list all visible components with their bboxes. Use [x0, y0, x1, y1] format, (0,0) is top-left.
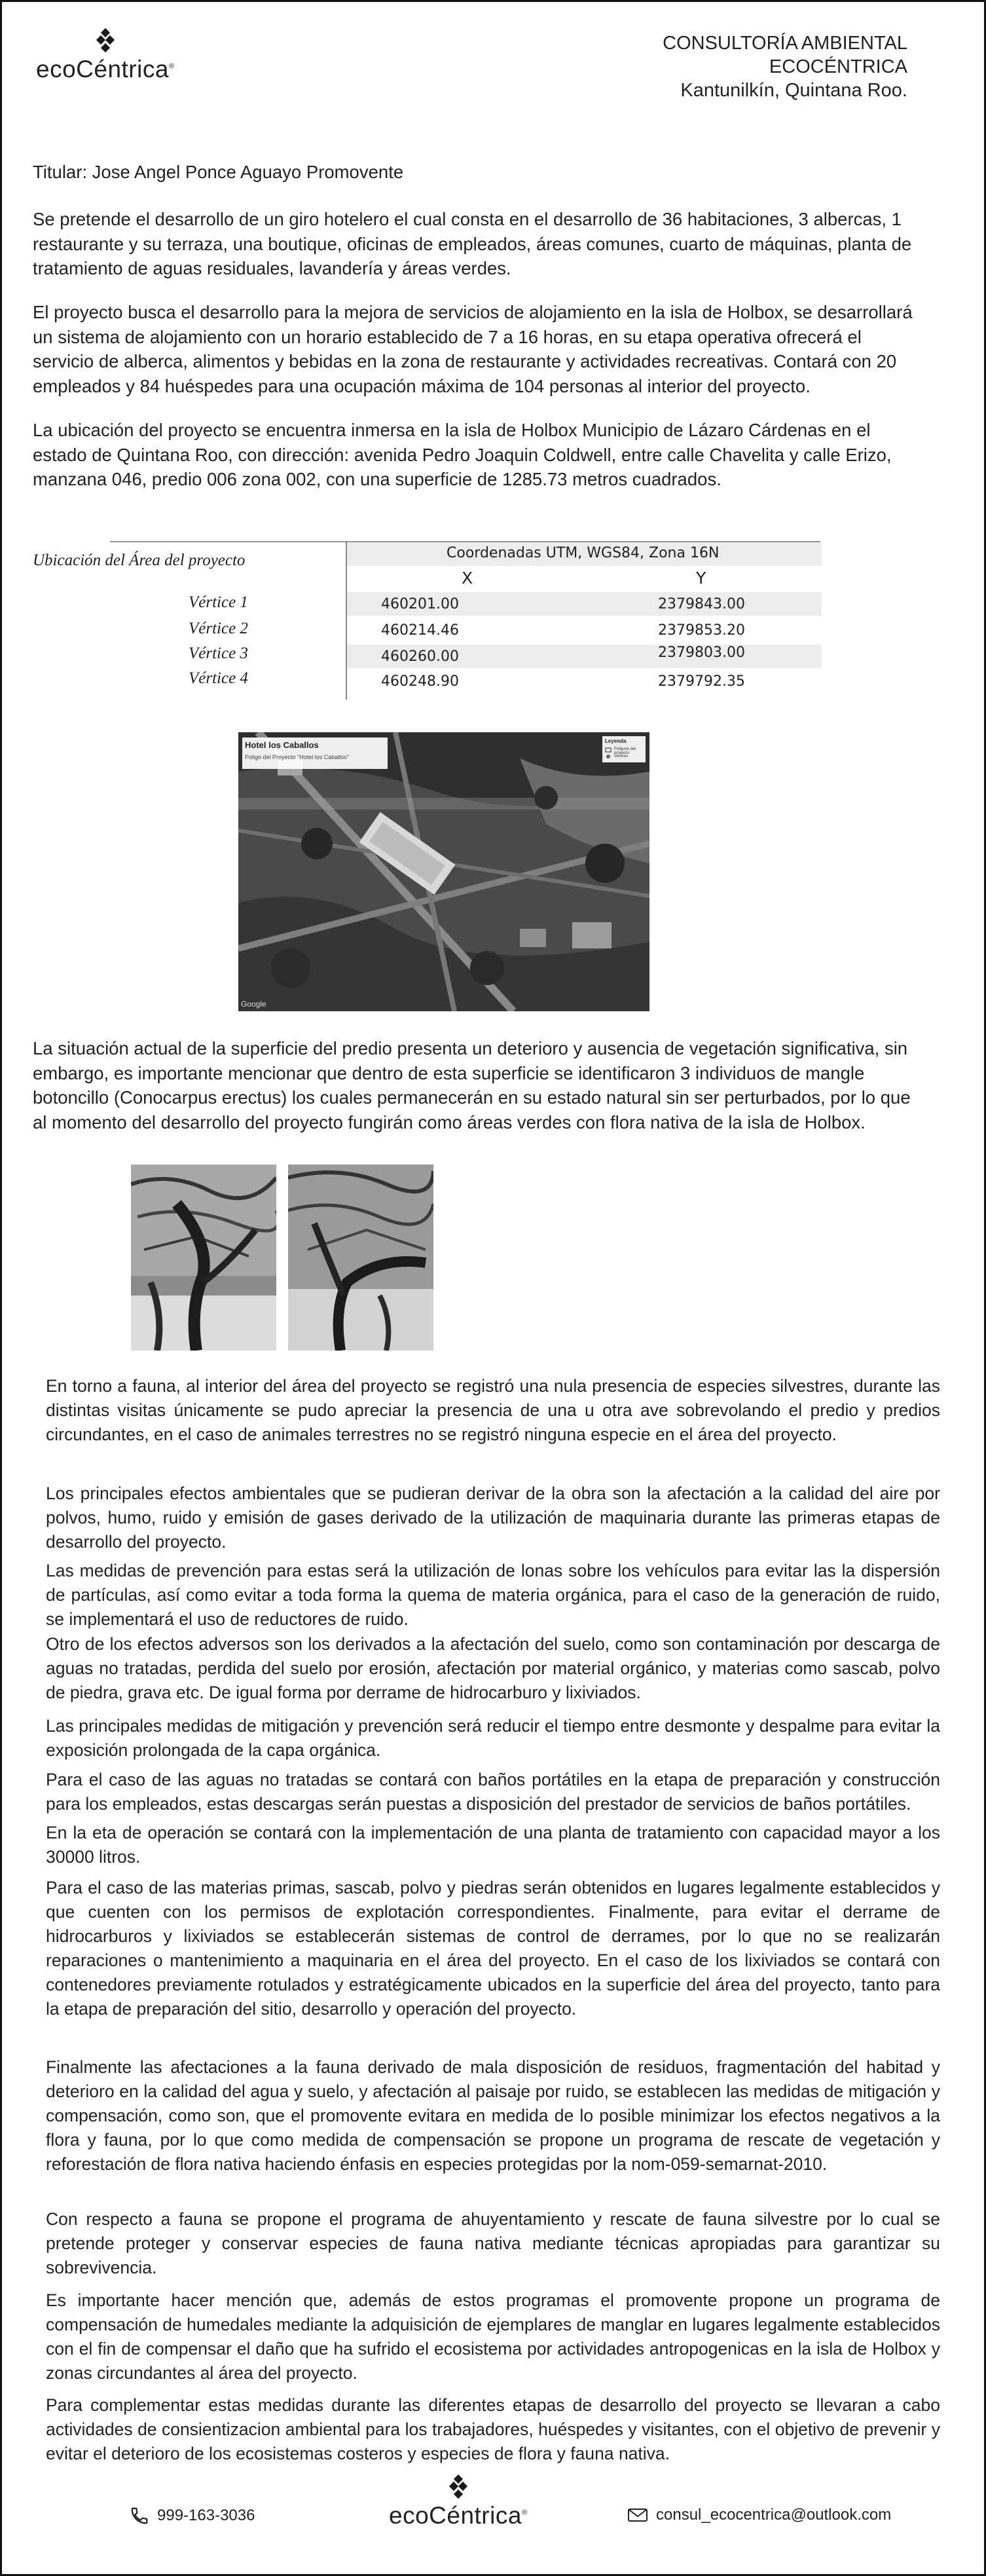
footer-email-address: consul_ecocentrica@outlook.com [656, 2506, 892, 2524]
paragraph-awareness: Para complementar estas medidas durante las diferentes etapas de desarrollo del proyecto se llevaran a cabo actividades de consientizacion ambiental para los trabajadores, huéspedes y visitantes, con el objetivo de prevenir y evitar el deterioro de los ecosistemas costeros y especies de flora y fauna nativa. [46, 2395, 940, 2463]
column-x: X [462, 569, 473, 588]
paragraph-project: Se pretende el desarrollo de un giro hotelero el cual consta en el desarrollo de 36 habitaciones, 3 albercas, 1 restaurante y su terraza, una boutique, oficinas de empleados, áreas comunes, cuarto de máquinas, planta de tratamiento de aguas residuales, lavandería y áreas verdes. [33, 209, 912, 278]
titular: Titular: Jose Angel Ponce Aguayo Promovente [33, 162, 404, 182]
map-watermark: Google [241, 999, 266, 1009]
paragraph-operation: En la eta de operación se contará con la implementación de una planta de tratamiento con capacidad mayor a los 30000 litros. [46, 1823, 940, 1867]
table-header: Coordenadas UTM, WGS84, Zona 16N [447, 545, 720, 561]
paragraph-soil: Otro de los efectos adversos son los derivados a la afectación del suelo, como son contaminación por descarga de aguas no tratadas, perdida del suelo por erosión, afectación por material orgánico, y materias como sascab, polvo de piedra, grava etc. De igual forma por derrame de hidrocarburo y lixiviados. [46, 1634, 940, 1702]
map-subtitle: Poligo del Proyecto "Hotel los Caballos" [245, 754, 349, 760]
paragraph-fauna-program: Con respecto a fauna se propone el programa de ahuyentamiento y rescate de fauna silvestre por lo cual se pretende proteger y conservar especies de fauna nativa mediante técnicas apropiadas para garantizar su sobrevivencia. [46, 2209, 940, 2277]
paragraph-wetlands: Es importante hacer mención que, además de estos programas el promovente propone un programa de compensación de humedales mediante la adquisición de ejemplares de manglar en lugares legalmente establecidos con el fin de compensar el daño que ha sufrido el ecosistema por actividades antropogenicas en la isla de Holbox y zonas circundantes al área del proyecto. [46, 2290, 940, 2383]
tree-photo-2-image [288, 1165, 433, 1351]
paragraph-effects: Los principales efectos ambientales que se pudieran derivar de la obra son la afectación a la calidad del aire por polvos, humo, ruido y emisión de gases derivado de la utilización de maquinaria durante las primeras etapas de desarrollo del proyecto. [46, 1484, 940, 1552]
paragraph-fauna: En torno a fauna, al interior del área del proyecto se registró una nula presencia de especies silvestres, durante las distintas visitas únicamente se pudo apreciar la presencia de una u otra ave sobrevolando el predio y predios circundantes, en el caso de animales terrestres no se registró ninguna especie en el área del proyecto. [46, 1376, 940, 1444]
paragraph-water: Para el caso de las aguas no tratadas se contará con baños portátiles en la etapa de preparación y construcción para los empleados, estas descargas serán puestas a disposición del prestador de servicios de baños portátiles. [46, 1770, 940, 1814]
paragraph-services: El proyecto busca el desarrollo para la mejora de servicios de alojamiento en la isla de Holbox, se desarrollará un sistema de alojamiento con un horario establecido de 7 a 16 horas, en su etapa operativa ofrecerá el servicio de alberca, alimentos y bebidas en la zona de restaurante y actividades recreativas. Contará con 20 empleados y 84 huéspedes para una ocupación máxima de 104 personas al interior del proyecto. [33, 302, 913, 396]
footer-logo-mark-icon [445, 2476, 471, 2502]
footer-phone [130, 2506, 255, 2526]
tree-photo-2 [288, 1165, 433, 1351]
map-legend-polygon: Poligono del proyecto [614, 747, 636, 755]
vertex-x: 460201.00 [381, 596, 459, 612]
vertex-y: 2379803.00 [658, 644, 745, 661]
vertex-x: 460248.90 [381, 673, 459, 690]
header-line-2: ECOCÉNTRICA [769, 56, 907, 77]
logo-wordmark: ecoCéntrica® [36, 56, 175, 83]
footer-logo-wordmark: ecoCéntrica® [389, 2502, 528, 2529]
aerial-map [238, 732, 649, 1011]
map-legend-title: Leyenda [605, 738, 627, 744]
footer-phone-number: 999-163-3036 [157, 2507, 255, 2524]
header-logo [36, 29, 175, 83]
phone-icon [130, 2506, 149, 2526]
vertex-x: 460214.46 [381, 622, 459, 639]
column-y: Y [696, 569, 706, 588]
header-line-3: Kantunilkín, Quintana Roo. [680, 80, 907, 101]
vertex-x: 460260.00 [381, 648, 459, 665]
vertex-y: 2379853.20 [658, 622, 745, 639]
tree-photo-1-image [131, 1165, 276, 1351]
vertex-label: Vértice 4 [189, 669, 248, 687]
vertex-y: 2379843.00 [658, 596, 745, 612]
header-company-block [663, 31, 907, 102]
vertex-label: Vértice 1 [189, 593, 248, 611]
vertex-y: 2379792.35 [658, 673, 745, 690]
paragraph-materials: Para el caso de las materias primas, sascab, polvo y piedras serán obtenidos en lugares legalmente establecidos y que cuenten con los permisos de explotación correspondientes. Finalmente, para evitar el derrame de hidrocarburos y lixiviados se establecerán sistemas de control de derrames, por lo que no se realizarán reparaciones o mantenimiento a maquinaria en el área del proyecto. En el caso de los lixiviados se contará con contenedores previamente rotulados y estratégicamente ubicados en la superficie del área del proyecto, tanto para la etapa de preparación del sitio, desarrollo y operación del proyecto. [46, 1878, 940, 2019]
paragraph-mitigation: Las principales medidas de mitigación y prevención será reducir el tiempo entre desmonte y despalme para evitar la exposición prolongada de la capa orgánica. [46, 1716, 940, 1760]
map-title: Hotel los Caballos [245, 740, 319, 750]
paragraph-location: La ubicación del proyecto se encuentra inmersa en la isla de Holbox Municipio de Lázaro Cárdenas en el estado de Quintana Roo, con dirección: avenida Pedro Joaquin Coldwell, entre calle Chavelita y calle Erizo, manzana 046, predio 006 zona 002, con una superficie de 1285.73 metros cuadrados. [33, 420, 892, 489]
map-legend-vertices: Vertices [614, 755, 629, 758]
coordinates-table [33, 536, 825, 700]
footer-email [627, 2506, 891, 2524]
mail-icon [627, 2507, 648, 2523]
paragraph-prevention: Las medidas de prevención para estas será la utilización de lonas sobre los vehículos para evitar las la dispersión de partículas, así como evitar a toda forma la quema de materia orgánica, para el caso de la generación de ruido, se implementará el uso de reductores de ruido. [46, 1561, 940, 1629]
table-row-label: Ubicación del Área del proyecto [33, 551, 246, 569]
vertex-label: Vértice 3 [189, 644, 248, 662]
vertex-label: Vértice 2 [189, 620, 248, 637]
header-line-1: CONSULTORÍA AMBIENTAL [663, 33, 907, 54]
satellite-image [238, 732, 649, 1011]
paragraph-situation: La situación actual de la superficie del predio presenta un deterioro y ausencia de vegetación significativa, sin embargo, es importante mencionar que dentro de esta superficie se identificaron 3 individuos de mangle botoncillo (Conocarpus erectus) los cuales permanecerán en su estado natural sin ser perturbados, por lo que al momento del desarrollo del proyecto fungirán como áreas verdes con flora nativa de la isla de Holbox. [33, 1038, 911, 1132]
footer-logo [389, 2476, 528, 2529]
tree-photo-1 [131, 1165, 276, 1351]
paragraph-compensation: Finalmente las afectaciones a la fauna derivado de mala disposición de residuos, fragmentación del habitad y deterioro en la calidad del agua y suelo, y afectación al paisaje por ruido, se establecen las medidas de mitigación y compensación, como son, que el promovente evitara en medida de lo posible minimizar los efectos negativos a la flora y fauna, por lo que como medida de compensación se propone un programa de rescate de vegetación y reforestación de flora nativa haciendo énfasis en especies protegidas por la nom-059-semarnat-2010. [46, 2057, 940, 2174]
logo-mark-icon [92, 29, 119, 56]
